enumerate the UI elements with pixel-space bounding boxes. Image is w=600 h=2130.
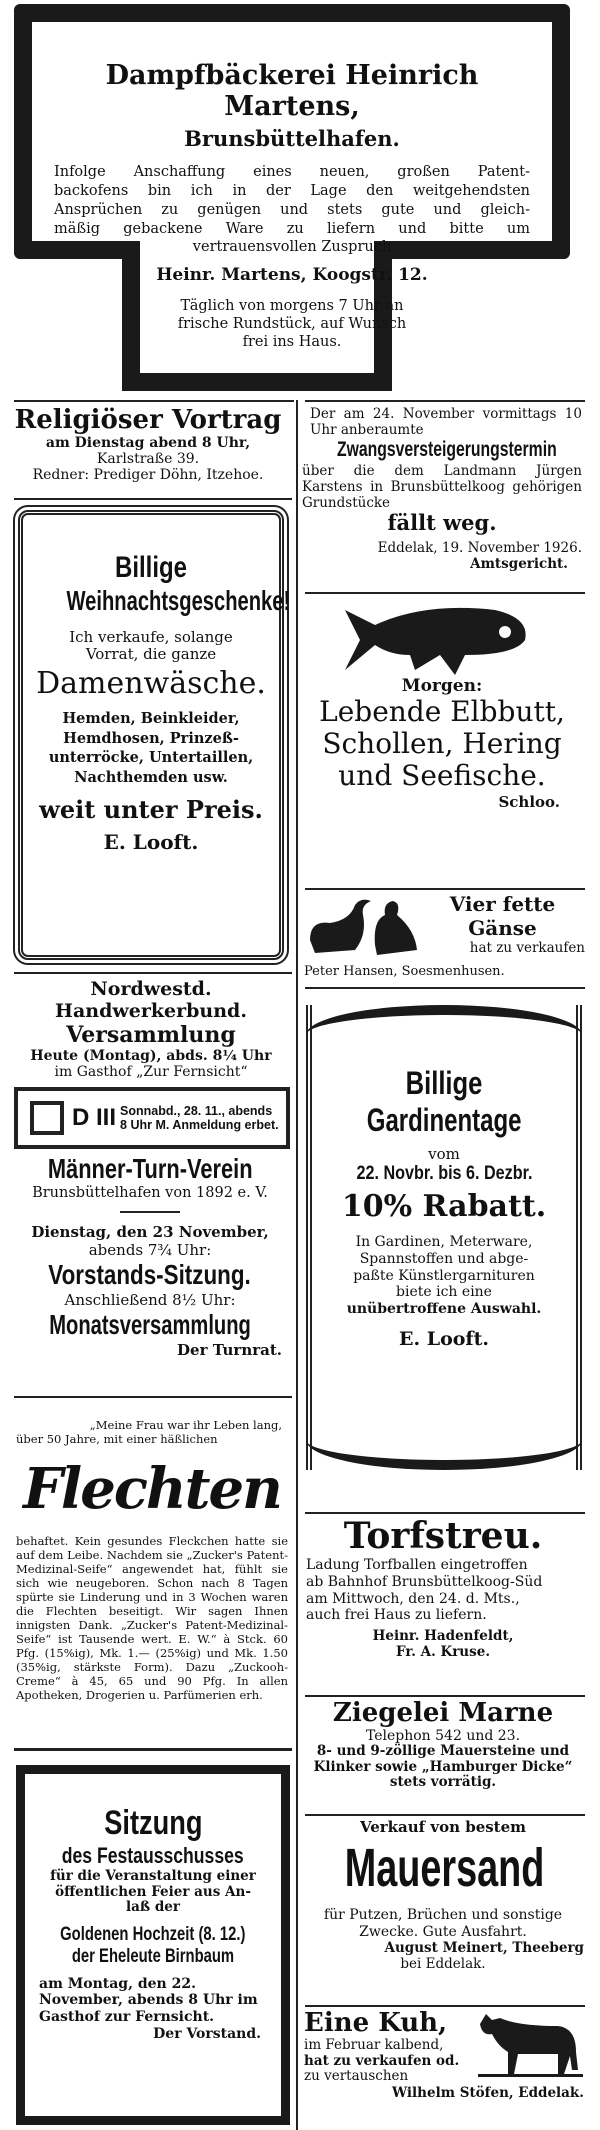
text-line: In Gardinen, Meterware,: [355, 1234, 533, 1250]
gardinen-h1: Billige: [405, 1065, 483, 1101]
text-line: Spannstoffen und abge-: [359, 1250, 529, 1267]
torf-sign: Fr. A. Kruse.: [395, 1644, 491, 1661]
weihnacht-price: weit unter Preis.: [39, 795, 263, 825]
gaense-h1: Vier fette: [449, 892, 556, 916]
mauer-sign: August Meinert, Theeberg: [384, 1940, 584, 1957]
sitzung-sign: Der Vorstand.: [153, 2025, 261, 2042]
bakery-title: Dampfbäckerei Heinrich Martens,: [105, 60, 479, 122]
vortrag-title: Religiöser Vortrag: [14, 405, 282, 435]
item-line: Hemdhosen, Prinzeß-: [63, 729, 239, 747]
ziegel-ad: [302, 1698, 584, 1791]
sitzung-when: am Montag, den 22. November, abends 8 Uhr im Gasthof zur Fernsicht.: [39, 1975, 258, 2026]
body-line: backofens bin ich in der Lage den weitgehendsten: [54, 182, 530, 199]
body-line: Infolge Anschaffung eines neuen, großen Patent-: [54, 164, 530, 180]
torf-title: Torfstreu.: [343, 1515, 543, 1557]
fisch-line: Lebende Elbbutt,: [319, 695, 565, 728]
column-divider: [296, 400, 298, 2130]
note-line: frische Rundstück, auf Wunsch: [177, 316, 407, 333]
fisch-line: Schollen, Hering: [322, 727, 562, 761]
mauer-pre: Verkauf von bestem: [359, 1818, 527, 1836]
gardinen-h2: Gardinentage: [366, 1102, 522, 1138]
item-line: Hemden, Beinkleider,: [62, 710, 240, 727]
weihnacht-big: Damenwäsche.: [36, 666, 266, 701]
intro-line: Ich verkaufe, solange: [69, 628, 233, 646]
fisch-sign: Schloo.: [498, 792, 560, 811]
gaense-ad: [420, 892, 585, 956]
flechten-body: behaftet. Kein gesundes Fleckchen hatte sie auf dem Leibe. Nachdem sie „Zucker's Patent-Medizinal-Seife“ angewendet hat, fühlt sie sich wie neugeboren. Schon nach 8 Tagen spürte sie Linderung und in 3 Wochen waren die Flechten beseitigt. Wir sagen Ihnen innigsten Dank. „Zucker's Patent-Medizinal-Seife“ ist Tausende wert. E. W.“ à Stck. 60 Pfg. (15%ig), Mk. 1.— (25%ig) und Mk. 1.50 (35%ig, stärkste Form). Dazu „Zuckooh-Creme“ à 45, 65 und 90 Pfg. In allen Apotheken, Drogerien u. Parfümerien erh.: [16, 1534, 288, 1703]
gardinen-rabatt: 10% Rabatt.: [341, 1189, 547, 1224]
text-line: auch frei Haus zu liefern.: [306, 1607, 487, 1624]
turn-date: Dienstag, den 23 November,: [31, 1223, 269, 1241]
ziegel-text: 8- und 9-zöllige Mauersteine und Klinker sowie „Hamburger Dicke“ stets vorrätig.: [313, 1743, 573, 1791]
torf-ad: [302, 1515, 584, 1660]
item-line: Nachthemden usw.: [74, 768, 228, 786]
zwang-big: fällt weg.: [387, 510, 497, 536]
note-line: Täglich von morgens 7 Uhr an: [180, 298, 404, 315]
handwerker-when: Heute (Montag), abds. 8¼ Uhr: [30, 1048, 272, 1064]
turn-meeting: Vorstands-Sitzung.: [48, 1259, 252, 1290]
zwang-body: über die dem Landmann Jürgen Karstens in Brunsbüttelkoog gehörigen Grundstücke: [302, 462, 582, 511]
zwang-title: Zwangsversteigerungstermin: [337, 438, 557, 462]
flechten-ad: [16, 1418, 288, 1702]
text-line: für Putzen, Brüchen und sonstige: [323, 1906, 563, 1923]
torf-sign: Heinr. Hadenfeldt,: [372, 1628, 514, 1645]
square-icon: [30, 1101, 64, 1135]
mauer-big: Mauersand: [344, 1838, 545, 1898]
handwerker-ad: [10, 978, 292, 1080]
weihnacht-ad: [18, 510, 291, 960]
intro-line: „Meine Frau war ihr Leben lang,: [89, 1418, 282, 1432]
text-line: für die Veranstaltung einer: [50, 1868, 256, 1884]
sitzung-big: Goldenen Hochzeit (8. 12.): [60, 1923, 246, 1945]
d3-ad: [14, 1087, 290, 1149]
turn-sub: Brunsbüttelhafen von 1892 e. V.: [32, 1185, 268, 1201]
zwang-intro: Der am 24. November vormittags 10 Uhr anberaumte: [310, 406, 582, 439]
text-line: Zwecke. Gute Ausfahrt.: [359, 1923, 527, 1940]
fisch-label: Morgen:: [401, 676, 483, 696]
gardinen-sign: E. Looft.: [399, 1327, 489, 1350]
gardinen-dates: 22. Novbr. bis 6. Dezbr.: [356, 1163, 532, 1184]
turn-time: abends 7¾ Uhr:: [88, 1241, 212, 1259]
vortrag-where: Karlstraße 39.: [96, 451, 200, 467]
text-line: ab Bahnhof Brunsbüttelkoog-Süd: [306, 1573, 543, 1590]
zwang-sign: Amtsgericht.: [470, 555, 568, 572]
zwang-date: Eddelak, 19. November 1926.: [377, 540, 582, 557]
vortrag-ad: [6, 405, 290, 483]
text-line: unübertroffene Auswahl.: [346, 1301, 542, 1318]
gaense-sign: Peter Hansen, Soesmenhusen.: [304, 964, 505, 979]
zwang-ad: [302, 406, 582, 572]
handwerker-sub: Versammlung: [66, 1022, 236, 1048]
vortrag-speaker: Redner: Prediger Döhn, Itzehoe.: [32, 467, 264, 483]
turn-ad: [8, 1153, 292, 1359]
vortrag-when: am Dienstag abend 8 Uhr,: [45, 435, 251, 451]
body-line: Ansprüchen zu genügen und stets gute und gleich-: [54, 201, 530, 218]
weihnacht-h1: Billige: [114, 551, 187, 584]
kuh-sign: Wilhelm Stöfen, Eddelak.: [392, 2084, 584, 2101]
bakery-place: Brunsbüttelhafen.: [184, 126, 400, 151]
intro-line: über 50 Jahre, mit einer häßlichen: [16, 1432, 218, 1446]
flechten-big: Flechten: [23, 1456, 281, 1522]
sitzung-ad: [16, 1765, 290, 2125]
text-line: Ladung Torfballen eingetroffen: [306, 1557, 528, 1573]
text-line: hat zu verkaufen od.: [304, 2052, 460, 2069]
turn-meeting2: Monatsversammlung: [49, 1309, 251, 1340]
text-line: zu vertauschen: [304, 2068, 409, 2085]
fish-icon: [345, 600, 535, 680]
bakery-sign: Heinr. Martens, Koogstr. 12.: [156, 265, 428, 286]
turn-after: Anschließend 8½ Uhr:: [64, 1291, 236, 1309]
d3-line: Sonnabd., 28. 11., abends: [120, 1103, 273, 1118]
bakery-ad: [14, 4, 570, 394]
ziegel-phone: Telephon 542 und 23.: [365, 1728, 521, 1744]
d3-code: D III: [72, 1104, 117, 1131]
kuh-title: Eine Kuh,: [304, 2008, 448, 2038]
body-line: vertrauensvollen Zuspruch: [192, 239, 392, 256]
text-line: im Februar kalbend,: [304, 2037, 444, 2053]
turn-sign: Der Turnrat.: [177, 1341, 282, 1359]
text-line: laß der: [126, 1899, 180, 1916]
item-line: unterröcke, Untertaillen,: [48, 749, 254, 767]
gardinen-ad: [306, 1005, 582, 1470]
weihnacht-h2: Weihnachtsgeschenke!: [66, 585, 291, 616]
fisch-line: und Seefische.: [338, 759, 546, 793]
gaense-text: hat zu verkaufen: [469, 940, 585, 956]
sitzung-sub: des Festausschusses: [62, 1843, 244, 1868]
handwerker-where: im Gasthof „Zur Fernsicht“: [54, 1064, 248, 1080]
d3-line: 8 Uhr M. Anmeldung erbet.: [120, 1118, 279, 1132]
gaense-h2: Gänse: [468, 916, 537, 940]
text-line: am Mittwoch, den 24. d. Mts.,: [306, 1590, 520, 1607]
sitzung-title: Sitzung: [103, 1804, 203, 1842]
weihnacht-sign: E. Looft.: [103, 830, 199, 855]
gardinen-vom: vom: [428, 1145, 460, 1163]
mauer-sign2: bei Eddelak.: [400, 1956, 486, 1973]
fisch-ad: [302, 676, 582, 811]
body-line: mäßig gebackene Ware zu liefern und bitte um: [54, 220, 530, 237]
geese-icon: [305, 895, 425, 965]
text-line: biete ich eine: [396, 1284, 492, 1301]
cow-icon: [478, 2012, 583, 2082]
intro-line: Vorrat, die ganze: [85, 644, 217, 663]
ziegel-title: Ziegelei Marne: [332, 1698, 554, 1728]
sitzung-big: der Eheleute Birnbaum: [71, 1945, 235, 1967]
turn-title: Männer-Turn-Verein: [47, 1153, 253, 1184]
mauer-ad: [302, 1818, 584, 1972]
text-line: paßte Künstlergarnituren: [353, 1267, 535, 1284]
note-line: frei ins Haus.: [242, 334, 342, 351]
text-line: öffentlichen Feier aus An-: [55, 1883, 251, 1900]
handwerker-title: Nordwestd. Handwerkerbund.: [55, 978, 247, 1022]
